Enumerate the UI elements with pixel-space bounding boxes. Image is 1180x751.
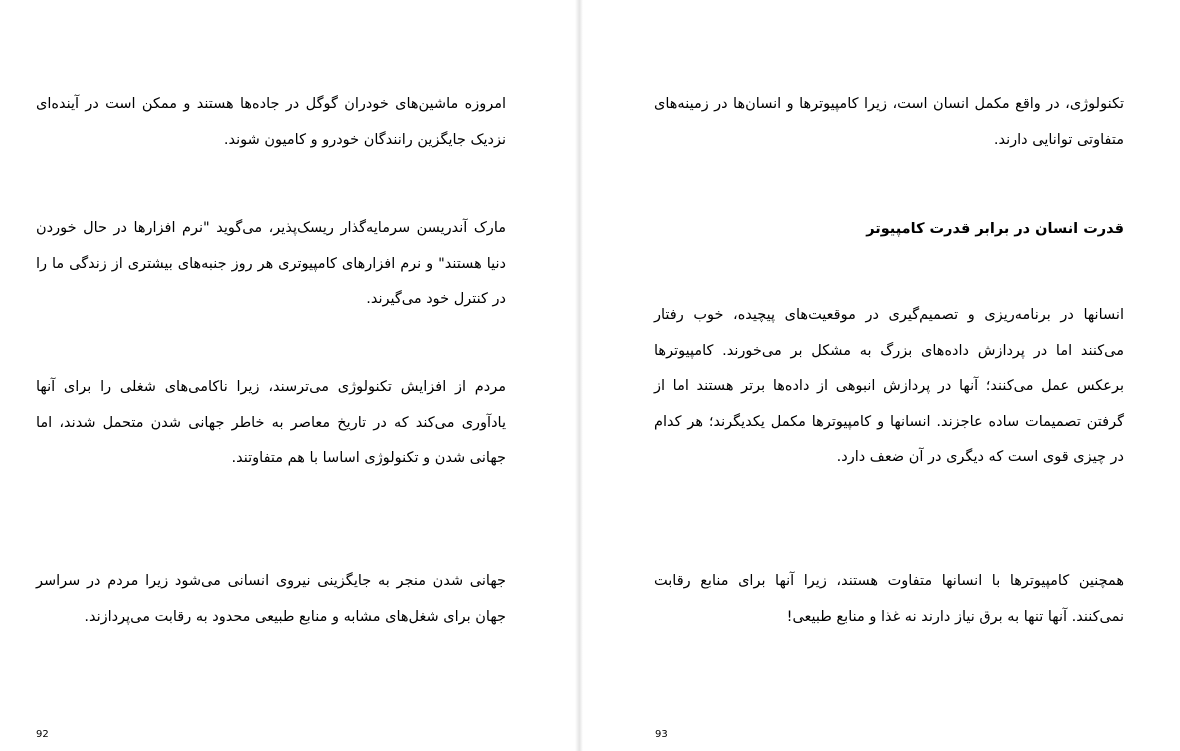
left-paragraph-1: امروزه ماشین‌های خودران گوگل در جاده‌ها هستند و ممکن است در آینده‌ای نزدیک جایگزین رانندگان خودرو و کامیون شوند.: [36, 96, 506, 148]
right-page-number: 93: [655, 729, 668, 740]
right-paragraph-2: انسانها در برنامه‌ریزی و تصمیم‌گیری در موقعیت‌های پیچیده، خوب رفتار می‌کنند اما در پردازش داده‌های بزرگ به مشکل بر می‌خورند. کامپیوترها برعکس عمل می‌کنند؛ آنها در پردازش انبوهی از داده‌ها برتر هستند اما از گرفتن تصمیمات ساده عاجزند. انسانها و کامپیوترها مکمل یکدیگرند؛ هر کدام در چیزی قوی است که دیگری در آن ضعف دارد.: [654, 307, 1124, 465]
left-paragraph-4: جهانی شدن منجر به جایگزینی نیروی انسانی می‌شود زیرا مردم در سراسر جهان برای شغل‌های مشابه و منابع طبیعی محدود به رقابت می‌پردازند.: [36, 573, 506, 625]
right-paragraph-1: تکنولوژی، در واقع مکمل انسان است، زیرا کامپیوترها و انسان‌ها در زمینه‌های متفاوتی توانایی دارند.: [654, 96, 1124, 148]
left-paragraph-3: مردم از افزایش تکنولوژی می‌ترسند، زیرا ناکامی‌های شغلی را برای آنها یادآوری می‌کند که در تاریخ معاصر به خاطر جهانی شدن متحمل شدند، اما جهانی شدن و تکنولوژی اساسا با هم متفاوتند.: [36, 379, 506, 466]
left-paragraph-2: مارک آندریسن سرمایه‌گذار ریسک‌پذیر، می‌گوید "نرم افزارها در حال خوردن دنیا هستند" و نرم افزارهای کامپیوتری هر روز جنبه‌های بیشتری از زندگی ما را در کنترل خود می‌گیرند.: [36, 220, 506, 307]
section-heading: قدرت انسان در برابر قدرت کامپیوتر: [866, 221, 1124, 237]
page-gutter: [575, 0, 583, 751]
left-page-number: 92: [36, 729, 49, 740]
right-paragraph-3: همچنین کامپیوترها با انسانها متفاوت هستند، زیرا آنها برای منابع رقابت نمی‌کنند. آنها تنها به برق نیاز دارند نه غذا و منابع طبیعی!: [654, 573, 1124, 625]
